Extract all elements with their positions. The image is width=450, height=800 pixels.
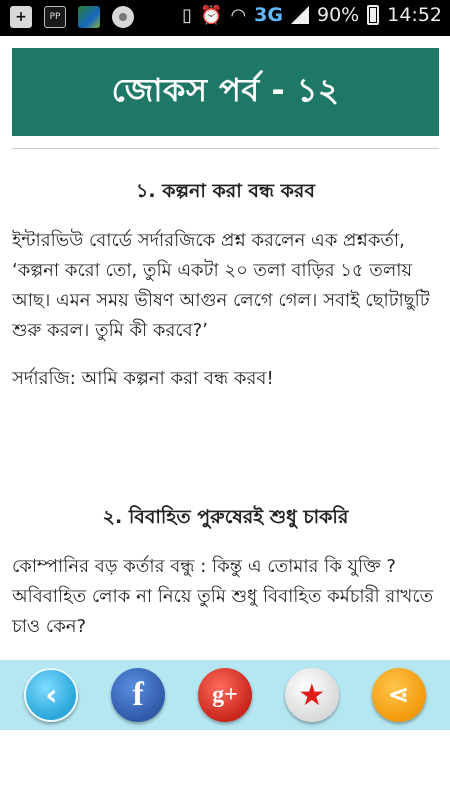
network-type: 3G — [254, 4, 283, 26]
image-icon — [78, 6, 100, 28]
signal-icon — [291, 6, 309, 24]
joke-title-1: ১. কল্পনা করা বন্ধ করব — [136, 180, 315, 202]
wifi-icon: ◠ — [230, 4, 247, 26]
system-icons — [182, 4, 442, 26]
share-icon: ⋖ — [387, 680, 410, 710]
share-button[interactable] — [372, 668, 426, 722]
facebook-icon: f — [132, 676, 144, 713]
chrome-icon — [112, 6, 134, 28]
joke-2-paragraph-1: কোম্পানির বড় কর্তার বন্ধু : কিন্তু এ তোমার কি যুক্তি ? অবিবাহিত লোক না নিয়ে তুমি শুধু বিবাহিত কর্মচারী রাখতে চাও কেন? — [12, 556, 434, 637]
star-icon: ★ — [298, 677, 326, 713]
status-bar — [0, 0, 450, 36]
joke-title-2: ২. বিবাহিত পুরুষেরই শুধু চাকরি — [102, 506, 349, 528]
google-plus-icon: g+ — [212, 681, 238, 708]
bottom-action-bar — [0, 660, 450, 730]
joke-content[interactable] — [12, 160, 439, 660]
header-divider — [12, 148, 439, 149]
back-button[interactable] — [24, 668, 78, 722]
notification-icons — [10, 6, 134, 28]
google-plus-button[interactable] — [198, 668, 252, 722]
plus-icon: + — [10, 6, 32, 28]
facebook-button[interactable] — [111, 668, 165, 722]
vibrate-icon: ▯ — [182, 4, 193, 26]
page-title: জোকস পর্ব - ১২ — [111, 71, 340, 109]
joke-1-paragraph-1: ইন্টারভিউ বোর্ডে সর্দারজিকে প্রশ্ন করলেন এক প্রশ্নকর্তা, ‘কল্পনা করো তো, তুমি একটা ২০ তলা বাড়ির ১৫ তলায় আছ। এমন সময় ভীষণ আগুন লেগে গেল। সবাই ছোটাছুটি শুরু করল। তুমি কী করবে?’ — [12, 230, 430, 341]
favorite-button[interactable] — [285, 668, 339, 722]
back-arrow-icon: ‹ — [45, 677, 58, 713]
pp-icon: PP — [44, 6, 66, 28]
battery-percent: 90% — [317, 4, 360, 26]
alarm-icon: ⏰ — [200, 4, 223, 26]
spacer — [12, 394, 439, 486]
battery-icon — [367, 5, 379, 25]
clock: 14:52 — [387, 4, 442, 26]
joke-1-paragraph-2: সর্দারজি: আমি কল্পনা করা বন্ধ করব! — [12, 368, 274, 389]
page-header — [12, 48, 439, 136]
